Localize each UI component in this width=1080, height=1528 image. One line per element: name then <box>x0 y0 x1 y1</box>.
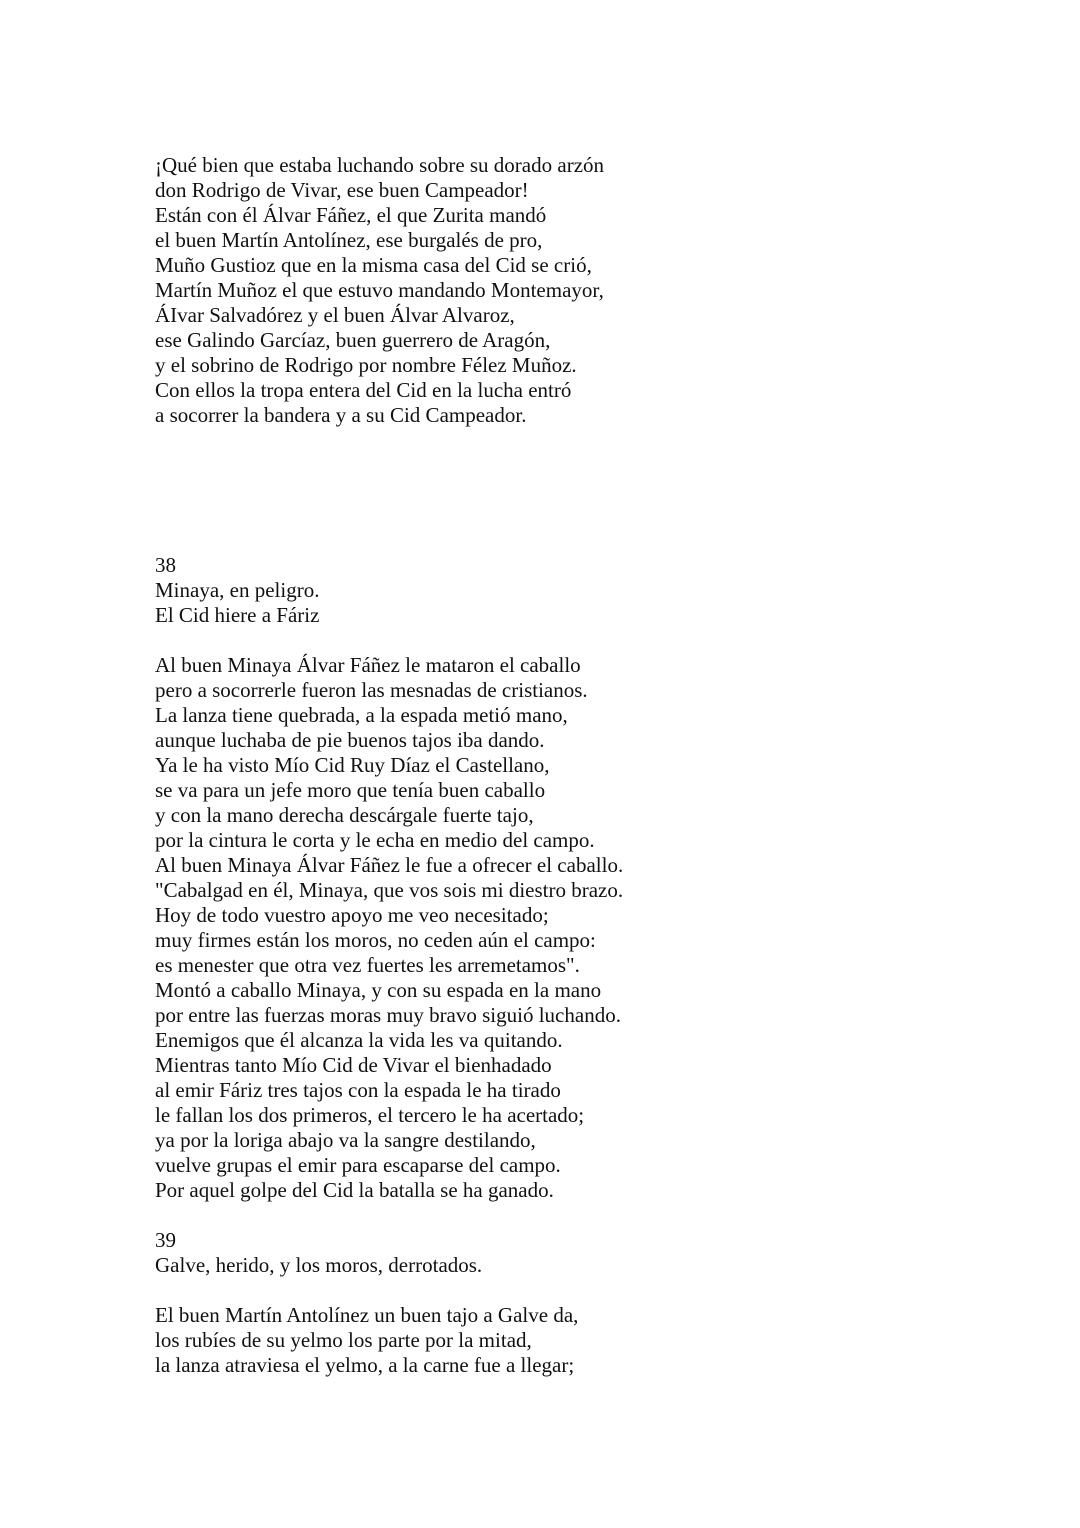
verse-line: Por aquel golpe del Cid la batalla se ha ganado. <box>155 1178 554 1202</box>
verse-line: al emir Fáriz tres tajos con la espada le ha tirado <box>155 1078 561 1102</box>
verse-line: Al buen Minaya Álvar Fáñez le mataron el caballo <box>155 653 581 677</box>
verse-line: y con la mano derecha descárgale fuerte tajo, <box>155 803 534 827</box>
verse-line: le fallan los dos primeros, el tercero le ha acertado; <box>155 1103 585 1127</box>
verse-line: Enemigos que él alcanza la vida les va quitando. <box>155 1028 563 1052</box>
verse-line: Ya le ha visto Mío Cid Ruy Díaz el Castellano, <box>155 753 550 777</box>
verse-line: ÁIvar Salvadórez y el buen Álvar Alvaroz, <box>155 303 515 327</box>
verse-line: Hoy de todo vuestro apoyo me veo necesitado; <box>155 903 549 927</box>
section-title: Minaya, en peligro. <box>155 578 320 602</box>
verse-line: La lanza tiene quebrada, a la espada metió mano, <box>155 703 568 727</box>
verse-line: pero a socorrerle fueron las mesnadas de cristianos. <box>155 678 588 702</box>
verse-line: el buen Martín Antolínez, ese burgalés de pro, <box>155 228 543 252</box>
verse-line: por entre las fuerzas moras muy bravo siguió luchando. <box>155 1003 621 1027</box>
section-38 <box>155 553 1035 1203</box>
verse-line: vuelve grupas el emir para escaparse del campo. <box>155 1153 561 1177</box>
verse-line: aunque luchaba de pie buenos tajos iba dando. <box>155 728 545 752</box>
verse-line: se va para un jefe moro que tenía buen caballo <box>155 778 546 802</box>
blank-line <box>155 1278 1035 1303</box>
section-subtitle: El Cid hiere a Fáriz <box>155 603 320 627</box>
verse-line: Muño Gustioz que en la misma casa del Cid se crió, <box>155 253 592 277</box>
verse-line: Montó a caballo Minaya, y con su espada en la mano <box>155 978 602 1002</box>
verse-line: Al buen Minaya Álvar Fáñez le fue a ofrecer el caballo. <box>155 853 624 877</box>
verse-line: Mientras tanto Mío Cid de Vivar el bienhadado <box>155 1053 552 1077</box>
verse-line: ese Galindo Garcíaz, buen guerrero de Aragón, <box>155 328 551 352</box>
verse-line: a socorrer la bandera y a su Cid Campeador. <box>155 403 527 427</box>
section-number: 39 <box>155 1228 176 1252</box>
verse-line: Martín Muñoz el que estuvo mandando Montemayor, <box>155 278 604 302</box>
section-title: Galve, herido, y los moros, derrotados. <box>155 1253 483 1277</box>
document-page <box>155 153 1035 1378</box>
verse-line: es menester que otra vez fuertes les arremetamos". <box>155 953 580 977</box>
verse-line: Están con él Álvar Fáñez, el que Zurita mandó <box>155 203 547 227</box>
verse-line: El buen Martín Antolínez un buen tajo a Galve da, <box>155 1303 579 1327</box>
stanza-intro <box>155 153 1035 428</box>
verse-line: "Cabalgad en él, Minaya, que vos sois mi diestro brazo. <box>155 878 624 902</box>
verse-line: la lanza atraviesa el yelmo, a la carne fue a llegar; <box>155 1353 575 1377</box>
verse-line: los rubíes de su yelmo los parte por la mitad, <box>155 1328 532 1352</box>
section-number: 38 <box>155 553 176 577</box>
verse-line: muy firmes están los moros, no ceden aún el campo: <box>155 928 596 952</box>
verse-line: ya por la loriga abajo va la sangre destilando, <box>155 1128 536 1152</box>
verse-line: ¡Qué bien que estaba luchando sobre su dorado arzón <box>155 153 605 177</box>
verse-line: y el sobrino de Rodrigo por nombre Félez Muñoz. <box>155 353 577 377</box>
section-39 <box>155 1228 1035 1378</box>
verse-line: don Rodrigo de Vivar, ese buen Campeador! <box>155 178 529 202</box>
verse-line: Con ellos la tropa entera del Cid en la lucha entró <box>155 378 572 402</box>
blank-line <box>155 628 1035 653</box>
verse-line: por la cintura le corta y le echa en medio del campo. <box>155 828 595 852</box>
